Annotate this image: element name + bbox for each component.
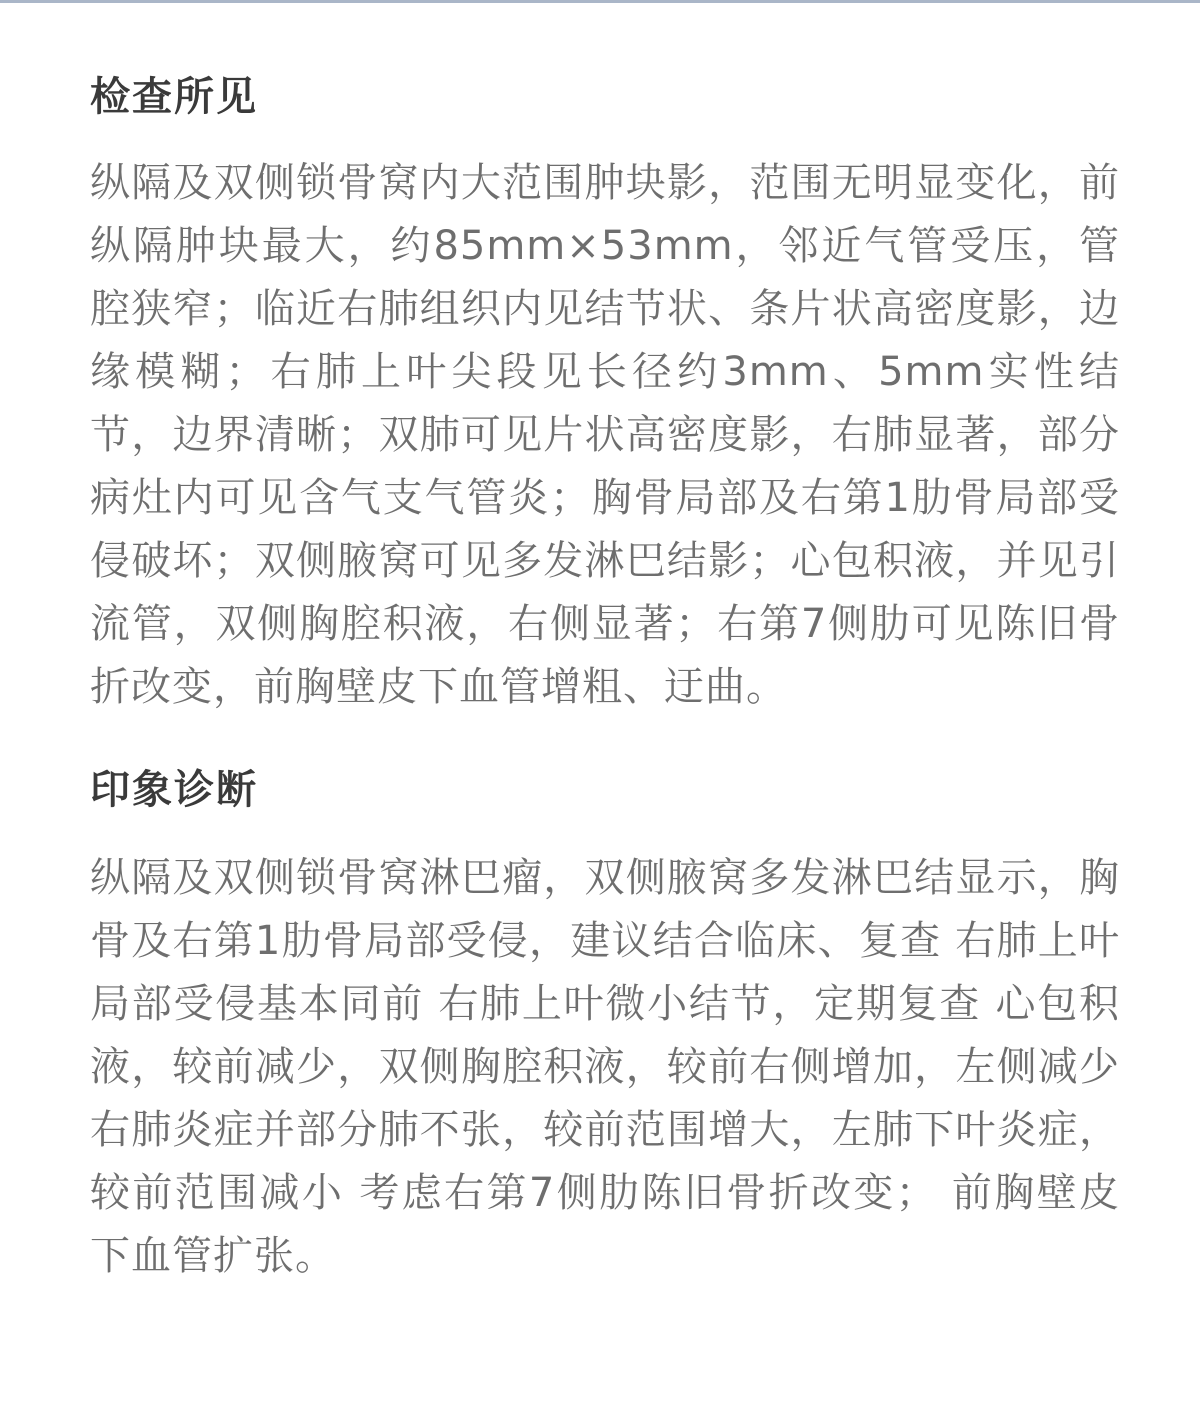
findings-title: 检查所见	[90, 74, 258, 120]
findings-text: 纵隔及双侧锁骨窝内大范围肿块影，范围无明显变化，前纵隔肿块最大，约85mm×53mm，邻近气管受压，管腔狭窄；临近右肺组织内见结节状、条片状高密度影，边缘模糊；右肺上叶尖段见长径约3mm、5mm实性结节，边界清晰；双肺可见片状高密度影，右肺显著，部分病灶内可见含气支气管炎；胸骨局部及右第1肋骨局部受侵破坏；双侧腋窝可见多发淋巴结影；心包积液，并见引流管，双侧胸腔积液，右侧显著；右第7侧肋可见陈旧骨折改变，前胸壁皮下血管增粗、迂曲。	[90, 160, 1120, 710]
findings-section	[90, 62, 1120, 719]
report-content	[90, 62, 1120, 1288]
impression-section	[90, 755, 1120, 1288]
top-divider	[0, 0, 1200, 3]
impression-text: 纵隔及双侧锁骨窝淋巴瘤，双侧腋窝多发淋巴结显示，胸骨及右第1肋骨局部受侵，建议结合临床、复查 右肺上叶局部受侵基本同前 右肺上叶微小结节，定期复查 心包积液，较前减少，双侧胸腔积液，较前右侧增加，左侧减少 右肺炎症并部分肺不张，较前范围增大，左肺下叶炎症，较前范围减小 考虑右第7侧肋陈旧骨折改变； 前胸壁皮下血管扩张。	[90, 855, 1120, 1279]
impression-title: 印象诊断	[90, 767, 258, 813]
